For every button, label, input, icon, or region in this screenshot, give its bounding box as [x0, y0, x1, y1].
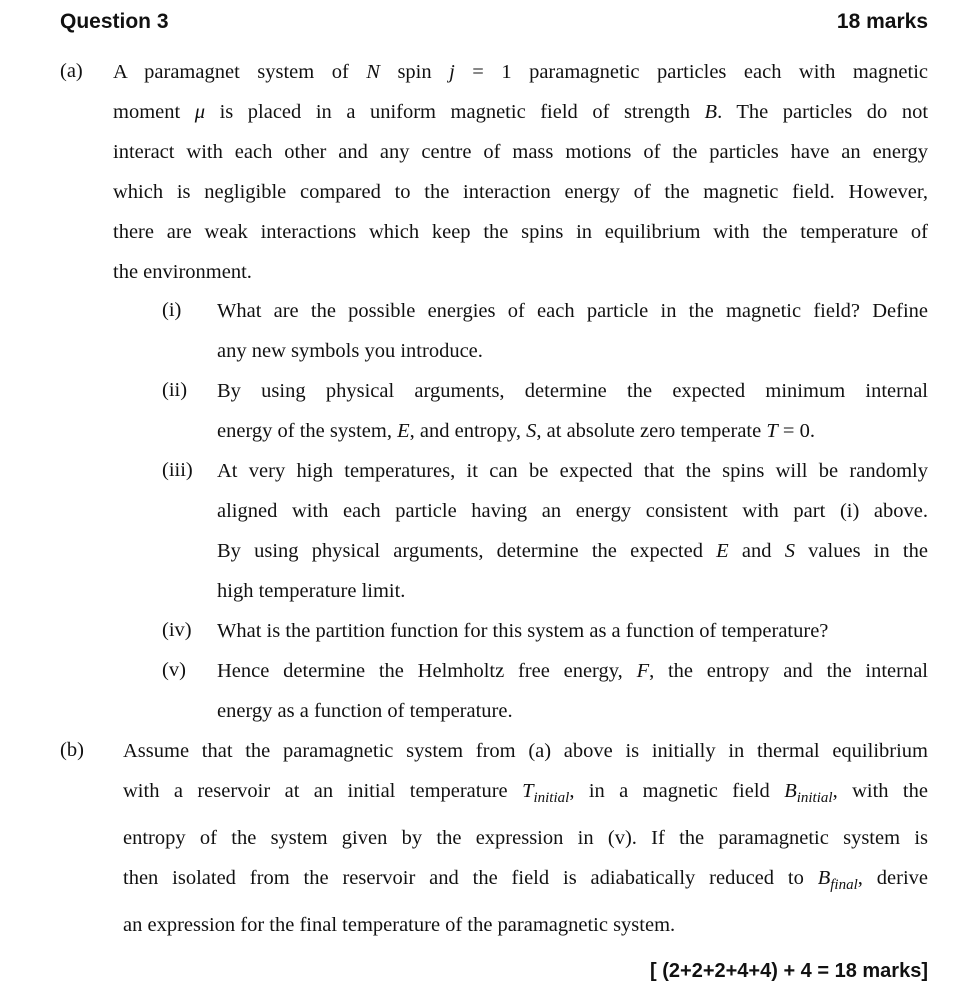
subpart-ii-text: [217, 371, 928, 451]
question-marks: 18 marks: [836, 10, 928, 33]
part-a-intro: [113, 52, 928, 292]
subpart-text-line: energy as a function of temperature.: [217, 700, 513, 722]
total-marks: [ (2+2+2+4+4) + 4 = 18 marks]: [650, 960, 928, 982]
part-a-intro-line: there are weak interactions which keep the spins in equilibrium with the temperature of: [113, 221, 928, 243]
subpart-i-number: (i): [162, 299, 182, 321]
part-b-label: (b): [60, 739, 84, 761]
part-a-intro-line: moment μ is placed in a uniform magnetic field of strength B. The particles do not: [113, 101, 929, 123]
subpart-iv-number: (iv): [162, 619, 192, 641]
question-title: Question 3: [60, 10, 169, 33]
subpart-text-line: By using physical arguments, determine the expected minimum internal: [217, 380, 928, 402]
subpart-text-line: any new symbols you introduce.: [217, 340, 483, 362]
subpart-v-number: (v): [162, 659, 186, 681]
part-a-intro-line: A paramagnet system of N spin j = 1 paramagnetic particles each with magnetic: [113, 61, 928, 83]
part-a-label: (a): [60, 60, 83, 82]
subpart-text-line: What is the partition function for this system as a function of temperature?: [217, 620, 829, 642]
subpart-i-text: [217, 291, 928, 371]
subpart-iv-text: [217, 611, 928, 651]
part-b-text-line: with a reservoir at an initial temperature $T_{initial}$, in a magnetic field $B_{initial}$, with the: [123, 780, 928, 806]
subpart-v-text: [217, 651, 928, 731]
subpart-text-line: What are the possible energies of each particle in the magnetic field? Define: [217, 300, 928, 322]
part-a-intro-line: interact with each other and any centre of mass motions of the particles have an energy: [113, 141, 928, 163]
subpart-text-line: energy of the system, E, and entropy, S, at absolute zero temperate T = 0.: [217, 420, 815, 442]
part-b-text-line: then isolated from the reservoir and the field is adiabatically reduced to $B_{final}$, derive: [123, 867, 928, 893]
subpart-text-line: By using physical arguments, determine the expected E and S values in the: [217, 540, 928, 562]
subpart-iii-text: [217, 451, 928, 611]
subpart-text-line: At very high temperatures, it can be expected that the spins will be randomly: [217, 460, 928, 482]
part-b-text-line: an expression for the final temperature of the paramagnetic system.: [123, 914, 676, 936]
part-a-intro-line: which is negligible compared to the interaction energy of the magnetic field. However,: [113, 181, 928, 203]
subpart-text-line: aligned with each particle having an energy consistent with part (i) above.: [217, 500, 928, 522]
part-b-text: [123, 731, 928, 945]
part-b-text-line: entropy of the system given by the expression in (v). If the paramagnetic system is: [123, 827, 928, 849]
part-b-text-line: Assume that the paramagnetic system from (a) above is initially in thermal equilibrium: [123, 740, 928, 762]
subpart-text-line: Hence determine the Helmholtz free energy, F, the entropy and the internal: [217, 660, 928, 682]
subpart-text-line: high temperature limit.: [217, 580, 406, 602]
part-a-intro-line: the environment.: [113, 261, 252, 283]
subpart-iii-number: (iii): [162, 459, 193, 481]
subpart-ii-number: (ii): [162, 379, 188, 401]
